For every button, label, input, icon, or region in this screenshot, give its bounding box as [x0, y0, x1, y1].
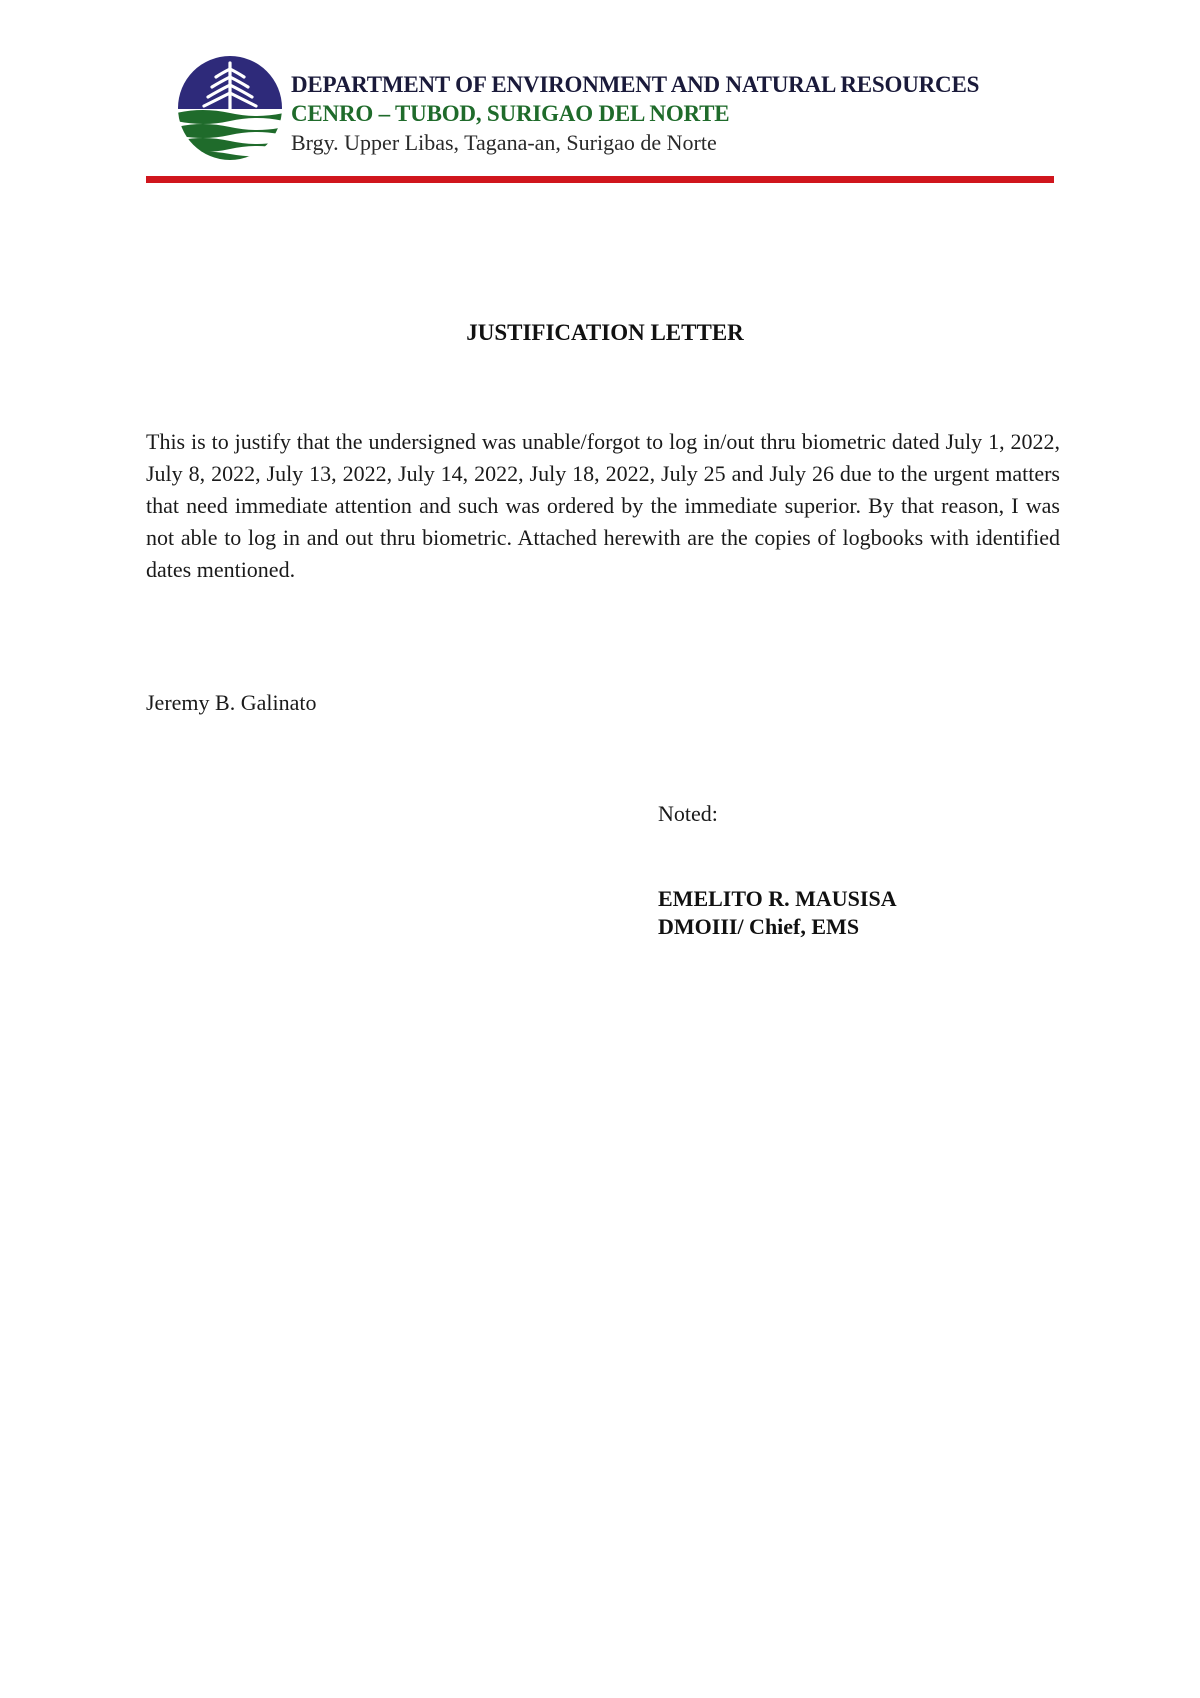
org-name: DEPARTMENT OF ENVIRONMENT AND NATURAL RESOURCES	[291, 72, 980, 97]
signer-name: Jeremy B. Galinato	[146, 690, 317, 715]
office-name: CENRO – TUBOD, SURIGAO DEL NORTE	[291, 101, 730, 126]
letter-body: This is to justify that the undersigned was unable/forgot to log in/out thru biometric dated July 1, 2022, July 8, 2022, July 13, 2022, July 14, 2022, July 18, 2022, July 25 and July 26 due to the urgent matters that need immediate attention and such was ordered by the immediate superior. By that reason, I was not able to log in and out thru biometric. Attached herewith are the copies of logbooks with identified dates mentioned.	[146, 429, 1060, 582]
approver-title: DMOIII/ Chief, EMS	[658, 914, 860, 939]
denr-seal-icon	[176, 55, 284, 161]
noted-label: Noted:	[658, 801, 718, 826]
letterhead-divider	[146, 176, 1054, 183]
document-title: JUSTIFICATION LETTER	[466, 320, 744, 345]
letterhead	[291, 70, 1111, 157]
approver-name: EMELITO R. MAUSISA	[658, 886, 897, 911]
office-address: Brgy. Upper Libas, Tagana-an, Surigao de Norte	[291, 130, 717, 155]
